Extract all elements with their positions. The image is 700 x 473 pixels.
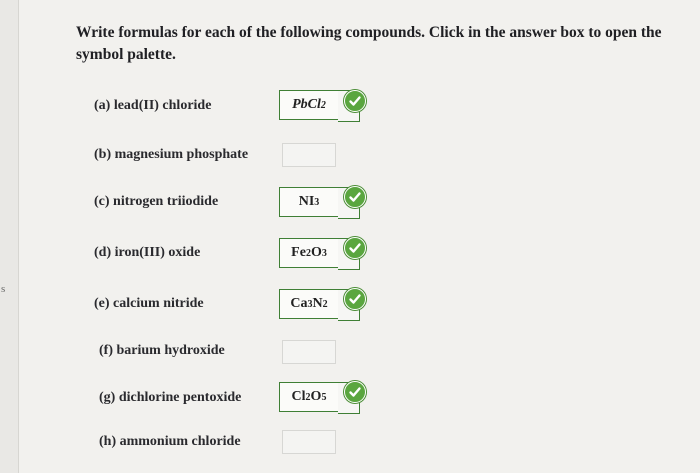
instructions-text: Write formulas for each of the following compounds. Click in the answer box to open the symbol palette. [76, 24, 662, 63]
answer-text: Ca [290, 296, 308, 311]
answer-text: Cl [291, 389, 306, 404]
answer-subscript: 2 [320, 99, 326, 111]
item-d-answer-box[interactable] [279, 238, 339, 268]
item-e-correct-check-icon [344, 288, 366, 310]
item-c-label: (c) nitrogen triiodide [94, 194, 219, 209]
answer-text: O [310, 245, 322, 260]
item-g-answer-box[interactable] [279, 382, 339, 412]
answer-subscript: 3 [307, 298, 313, 310]
item-a-answer-box[interactable] [279, 90, 339, 120]
answer-subscript: 2 [322, 298, 328, 310]
left-sidebar-strip [0, 0, 19, 473]
item-c-correct-check-icon [344, 186, 366, 208]
answer-text: PbCl [292, 97, 321, 112]
item-f-answer-box[interactable] [282, 340, 336, 364]
item-d-correct-check-icon [344, 237, 366, 259]
item-g-correct-check-icon [344, 381, 366, 403]
item-e-label: (e) calcium nitride [94, 296, 204, 311]
item-a-label: (a) lead(II) chloride [94, 98, 212, 113]
item-a-correct-check-icon [344, 90, 366, 112]
item-c-answer-box[interactable] [279, 187, 339, 217]
answer-subscript: 3 [314, 196, 320, 208]
item-d-label: (d) iron(III) oxide [94, 245, 201, 260]
item-b-label: (b) magnesium phosphate [94, 147, 249, 162]
answer-subscript: 3 [321, 247, 327, 259]
answer-text: N [312, 296, 323, 311]
answer-subscript: 2 [305, 391, 311, 403]
item-f-label: (f) barium hydroxide [99, 343, 225, 358]
item-h-label: (h) ammonium chloride [99, 434, 241, 449]
item-b-answer-box[interactable] [282, 143, 336, 167]
side-marker: s [1, 283, 6, 295]
item-e-answer-box[interactable] [279, 289, 339, 319]
answer-subscript: 5 [321, 391, 327, 403]
answer-subscript: 2 [305, 247, 311, 259]
answer-text: NI [298, 194, 315, 209]
answer-text: Fe [291, 245, 306, 260]
item-h-answer-box[interactable] [282, 430, 336, 454]
item-g-label: (g) dichlorine pentoxide [99, 390, 242, 405]
answer-text: O [310, 389, 322, 404]
